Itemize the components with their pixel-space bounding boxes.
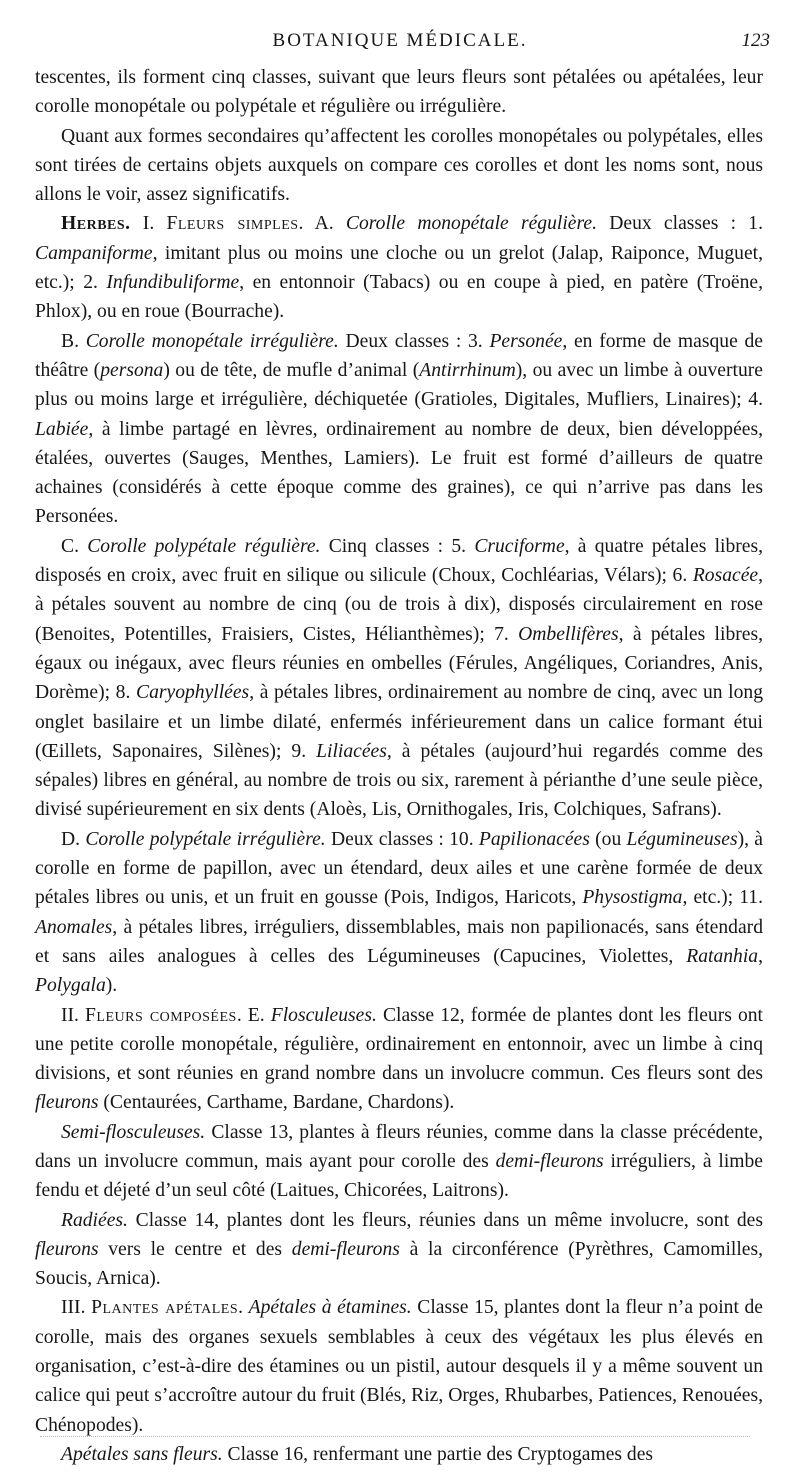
paragraph-semi-flosculeuses: Semi-flosculeuses. Classe 13, plantes à fleurs réunies, comme dans la classe précédente, dans un involucre commun, mais ayant pour corolle des demi-fleurons irréguliers, à limbe fendu et déjeté d’un seul côté (Laitues, Chicorées, Laitrons). xyxy=(35,1121,763,1202)
subheading-a: Corolle monopétale régulière. xyxy=(345,213,597,235)
subheading-b: Corolle monopétale irrégulière. xyxy=(85,330,339,352)
paragraph-d: D. Corolle polypétale irrégulière. Deux classes : 10. Papilionacées (ou Légumineuses), à corolle en forme de papillon, avec un étendard, deux ailes et une carène formée de deux pétales libres ou unis, et un fruit en gousse (Pois, Indigos, Haricots, Physostigma, etc.); 11. Anomales, à pétales libres, irréguliers, dissemblables, mais non papilionacés, sans étendard et sans ailes analogues à celles des Légumineuses (Capucines, Violettes, Ratanhia, Polygala). xyxy=(35,828,763,997)
bleed-through-line xyxy=(40,1436,750,1437)
heading-plantes-apetales: Plantes apétales xyxy=(91,1297,239,1319)
paragraph-composees: II. Fleurs composées. E. Flosculeuses. Classe 12, formée de plantes dont les fleurs ont une petite corolle monopétale, régulière, ordinairement en entonnoir, avec un limbe à cinq divisions, et sont réunies en grand nombre dans un involucre commun. Ces fleurs sont des fleurons (Centaurées, Carthame, Bardane, Chardons). xyxy=(35,1004,763,1114)
subheading-flosculeuses: Flosculeuses. xyxy=(270,1004,377,1026)
paragraph-radiees: Radiées. Classe 14, plantes dont les fleurs, réunies dans un même involucre, sont des fleurons vers le centre et des demi-fleurons à la circonférence (Pyrèthres, Camomilles, Soucis, Arnica). xyxy=(35,1209,763,1290)
running-title: BOTANIQUE MÉDICALE. xyxy=(272,30,528,51)
paragraph-herbes-a: Herbes. I. Fleurs simples. A. Corolle monopétale régulière. Deux classes : 1. Campaniforme, imitant plus ou moins une cloche ou un grelot (Jalap, Raiponce, Muguet, etc.); 2. Infundibuliforme, en entonnoir (Tabacs) ou en coupe à pied, en patère (Troëne, Phlox), ou en roue (Bourrache). xyxy=(35,213,763,323)
subheading-apetales-a-etamines: Apétales à étamines. xyxy=(248,1297,412,1319)
paragraph-apetales-sans-fleurs: Apétales sans fleurs. Classe 16, renfermant une partie des Cryptogames des xyxy=(61,1443,654,1465)
subheading-apetales-sans-fleurs: Apétales sans fleurs. xyxy=(61,1443,223,1465)
subheading-c: Corolle polypétale régulière. xyxy=(87,535,321,557)
paragraph-c: C. Corolle polypétale régulière. Cinq classes : 5. Cruciforme, à quatre pétales libres, disposés en croix, avec fruit en silique ou silicule (Choux, Cochléarias, Vélars); 6. Rosacée, à pétales souvent au nombre de cinq (ou de trois à dix), disposés circulairement en rose (Benoites, Potentilles, Fraisiers, Cistes, Hélianthèmes); 7. Ombellifères, à pétales libres, égaux ou inégaux, avec fleurs réunies en ombelles (Férules, Angéliques, Coriandres, Anis, Dorème); 8. Caryophyllées, à pétales libres, ordinairement au nombre de cinq, avec un long onglet basilaire et un limbe dilaté, enfermés inférieurement dans un calice formant étui (Œillets, Saponaires, Silènes); 9. Liliacées, à pétales (aujourd’hui regardés comme des sépales) libres en général, au nombre de trois ou six, rarement à périanthe d’une seule pièce, divisé supérieurement en six dents (Aloès, Lis, Ornithogales, Iris, Colchiques, Safrans). xyxy=(35,535,763,821)
page-number: 123 xyxy=(741,30,770,51)
heading-fleurs-composees: Fleurs composées xyxy=(85,1004,237,1026)
paragraph-continuation: tescentes, ils forment cinq classes, suivant que leurs fleurs sont pétalées ou apétalées, leur corolle monopétale ou polypétale et régulière ou irrégulière. xyxy=(35,67,763,118)
paragraph-apetales: III. Plantes apétales. Apétales à étamines. Classe 15, plantes dont la fleur n’a point de corolle, mais des organes sexuels semblables à ceux des végétaux les plus élevés en organisation, c’est-à-dire des étamines ou un pistil, autour desquels il y a même souvent un calice qui peut s’accroître autour du fruit (Blés, Riz, Orges, Rhubarbes, Patiences, Renouées, Chénopodes). xyxy=(35,1297,763,1436)
section-lead-herbes: Herbes. xyxy=(61,213,131,235)
paragraph-intro: Quant aux formes secondaires qu’affectent les corolles monopétales ou polypétales, elles sont tirées de certains objets auxquels on compare ces corolles et dont les noms sont, nous allons le voir, assez significatifs. xyxy=(35,125,763,206)
subheading-radiees: Radiées. xyxy=(61,1209,128,1231)
heading-fleurs-simples: Fleurs simples xyxy=(166,213,299,235)
subheading-semi-flosculeuses: Semi-flosculeuses. xyxy=(61,1121,206,1143)
subheading-d: Corolle polypétale irrégulière. xyxy=(85,828,326,850)
page-header xyxy=(30,30,770,60)
body-text xyxy=(35,63,763,1469)
paragraph-b: B. Corolle monopétale irrégulière. Deux classes : 3. Personée, en forme de masque de théâtre (persona) ou de tête, de mufle d’animal (Antirrhinum), ou avec un limbe à ouverture plus ou moins large et irrégulière, déchiquetée (Gratioles, Digitales, Mufliers, Linaires); 4. Labiée, à limbe partagé en lèvres, ordinairement au nombre de deux, bien développées, étalées, ouvertes (Sauges, Menthes, Lamiers). Le fruit est formé d’ailleurs de quatre achaines (considérés à cette époque comme des graines), ce qui n’arrive pas dans les Personées. xyxy=(35,330,764,528)
